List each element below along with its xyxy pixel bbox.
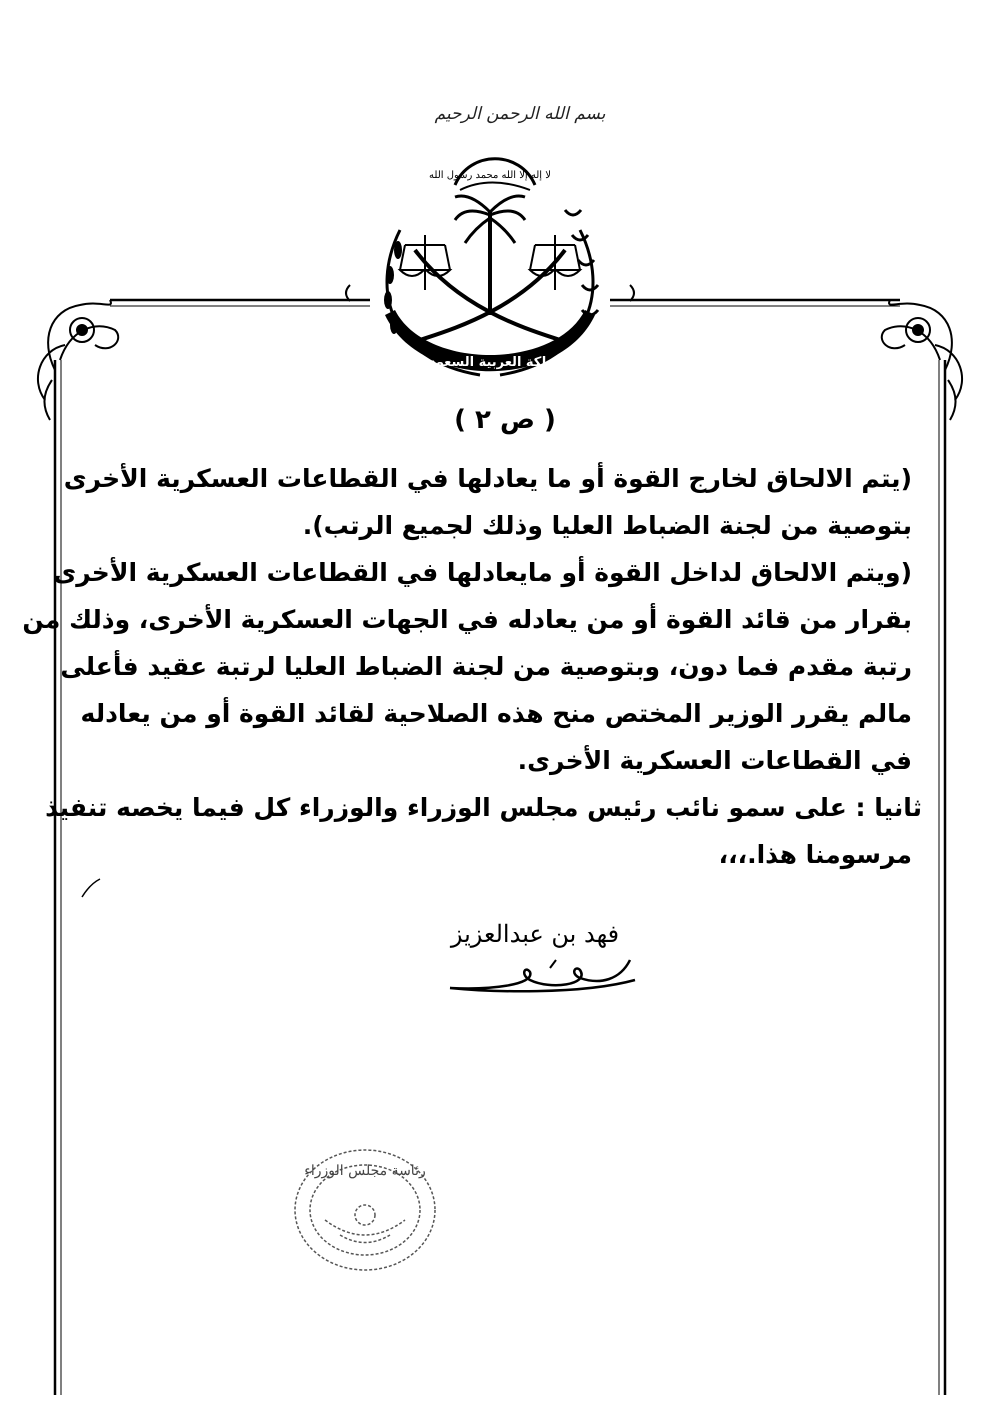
right-corner-ornament: [882, 300, 962, 420]
basmala-heading: بسم الله الرحمن الرحيم: [434, 104, 606, 124]
body-line-9: مرسومنا هذا.،،،: [718, 840, 912, 869]
body-line-6: مالم يقرر الوزير المختص منح هذه الصلاحية لقائد القوة أو من يعادله: [80, 699, 912, 728]
body-line-2: بتوصية من لجنة الضباط العليا وذلك لجميع الرتب).: [302, 511, 912, 540]
left-corner-ornament: [38, 300, 118, 420]
pen-mark: [75, 876, 105, 901]
body-line-3: (ويتم الالحاق لداخل القوة أو مايعادلها في القطاعات العسكرية الأخرى: [53, 558, 912, 587]
body-line-1: (يتم الالحاق لخارج القوة أو ما يعادلها في القطاعات العسكرية الأخرى: [63, 464, 912, 493]
page-number: ( ص ٢ ): [454, 405, 556, 435]
body-line-7: في القطاعات العسكرية الأخرى.: [517, 746, 912, 775]
handwritten-signature: [430, 950, 650, 1010]
emblem-motto: لا إله إلا الله محمد رسول الله: [429, 170, 551, 181]
seal-text: رئاسة مجلس الوزراء: [304, 1163, 426, 1179]
signatory-name: فهد بن عبدالعزيز: [450, 920, 620, 948]
emblem-caption: مملكة العربية السعودية: [416, 355, 564, 370]
body-line-8: ثانيا : على سمو نائب رئيس مجلس الوزراء والوزراء كل فيما يخصه تنفيذ: [45, 793, 922, 822]
body-line-4: بقرار من قائد القوة أو من يعادله في الجهات العسكرية الأخرى، وذلك من: [22, 605, 912, 634]
body-line-5: رتبة مقدم فما دون، وبتوصية من لجنة الضباط العليا لرتبة عقيد فأعلى: [60, 652, 912, 681]
saudi-emblem-logo: [360, 140, 620, 400]
council-seal-stamp: [285, 1140, 445, 1290]
